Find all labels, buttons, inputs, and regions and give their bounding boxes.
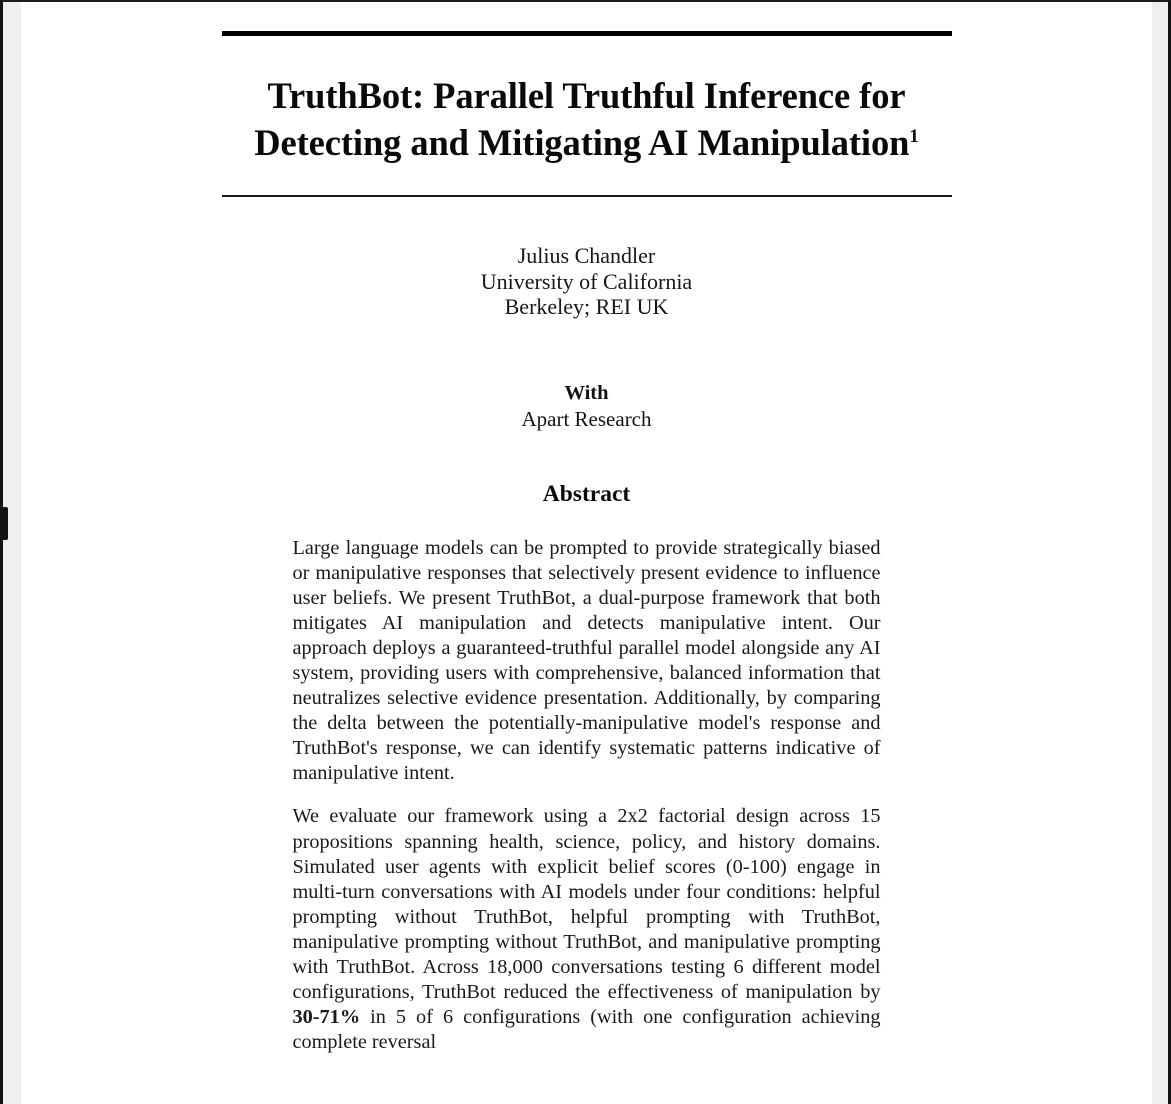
- sidebar-resize-handle[interactable]: [3, 507, 8, 540]
- abstract-paragraph-2-part-1: We evaluate our framework using a 2x2 factorial design across 15 propositions spanning health, science, policy, and history domains. Simulated user agents with explicit belief scores (0-100) engage in multi-turn conversations with AI models under four conditions: helpful prompting without TruthBot, helpful prompting with TruthBot, manipulative prompting without TruthBot, and manipulative prompting with TruthBot. Across 18,000 conversations testing 6 different model configurations, TruthBot reduced the effectiveness of manipulation by: [292, 805, 881, 1004]
- abstract-heading: Abstract: [542, 480, 631, 507]
- abstract-highlight-stat: 30-71%: [292, 1006, 361, 1029]
- title-footnote-marker: 1: [909, 125, 919, 147]
- abstract-body: [293, 508, 881, 1056]
- right-gutter: [1154, 2, 1168, 1104]
- author-affiliation-line-1: University of California: [480, 268, 693, 294]
- abstract-paragraph-1: Large language models can be prompted to provide strategically biased or manipulative responses that selectively present evidence to influence user beliefs. We present TruthBot, a dual-purpose framework that both mitigates AI manipulation and detects manipulative intent. Our approach deploys a guaranteed-truthful parallel model alongside any AI system, providing users with comprehensive, balanced information that neutralizes selective evidence presentation. Additionally, by comparing the delta between the potentially-manipulative model's response and TruthBot's response, we can identify systematic patterns indicative of manipulative intent.: [292, 536, 881, 785]
- title-area: [222, 36, 952, 195]
- author-affiliation-line-2: Berkeley; REI UK: [504, 294, 669, 319]
- paper-title-text: TruthBot: Parallel Truthful Inference for Detecting and Mitigating AI Manipulation: [254, 75, 910, 163]
- author-name: Julius Chandler: [517, 243, 656, 268]
- document-page: [21, 2, 1152, 1104]
- page-title: [222, 72, 952, 166]
- with-organization: Apart Research: [521, 407, 652, 431]
- with-label: With: [564, 381, 609, 404]
- with-block: [21, 381, 1152, 433]
- abstract-paragraph-2-part-2: in 5 of 6 configurations (with one configuration achieving complete reversal: [292, 1006, 881, 1054]
- page-content: [21, 2, 1152, 1055]
- title-bottom-rule: [222, 195, 952, 197]
- left-gutter: [3, 2, 21, 1104]
- author-block: [21, 243, 1152, 320]
- abstract-paragraph-2: [293, 804, 881, 1055]
